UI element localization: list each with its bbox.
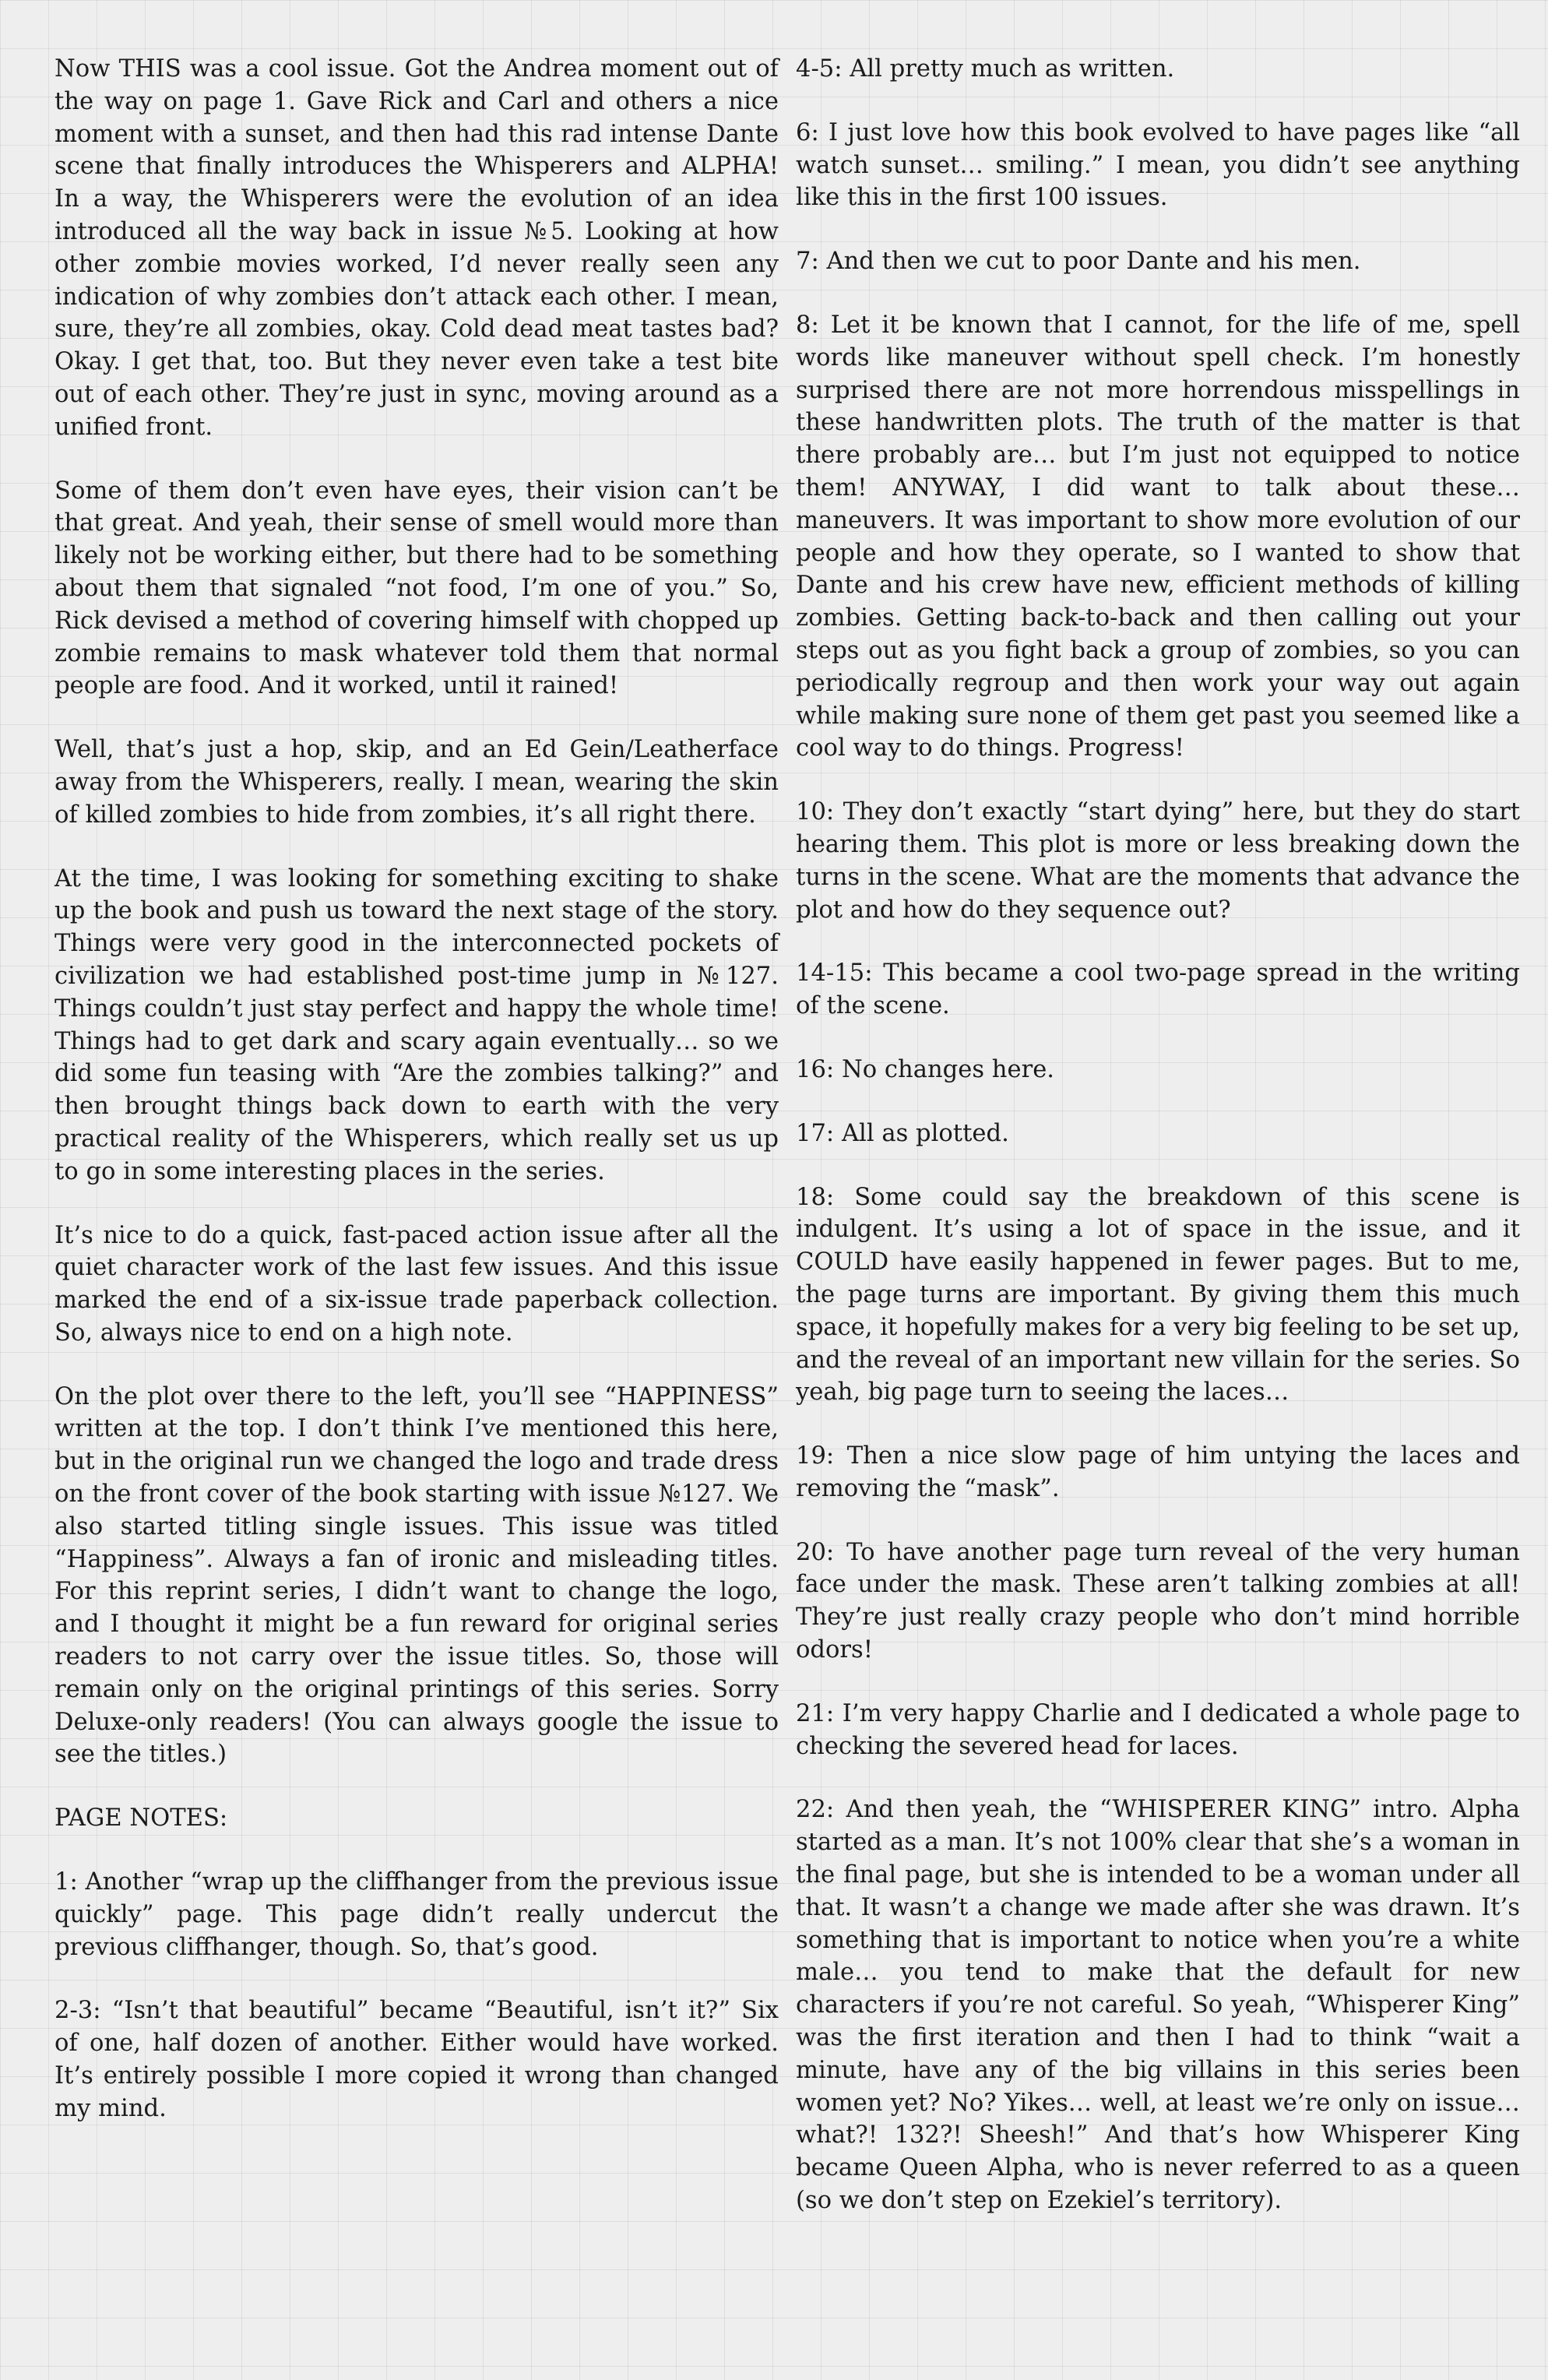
page-note-21: 21: I’m very happy Charlie and I dedicated a whole page to checking the severed head for laces. [796,1699,1520,1760]
page-notes-heading: PAGE NOTES: [55,1804,228,1833]
page-note-6: 6: I just love how this book evolved to have pages like “all watch sunset… smiling.” I mean, you didn’t see anything like this in the first 100 issues. [796,118,1520,212]
essay-paragraph-5: It’s nice to do a quick, fast-paced action issue after all the quiet character work of the last few issues. And this issue marked the end of a six-issue trade paperback collection. So, always nice to end on a high note. [55,1221,779,1347]
page-note-2-3: 2-3: “Isn’t that beautiful” became “Beautiful, isn’t it?” Six of one, half dozen of another. Either would have worked. It’s entirely possible I more copied it wrong than changed my mind. [55,1997,779,2122]
essay-paragraph-2: Some of them don’t even have eyes, their vision can’t be that great. And yeah, their sense of smell would more than likely not be working either, but there had to be something about them that signaled “not food, I’m one of you.” So, Rick devised a method of covering himself with chopped up zombie remains to mask whatever told them that normal people are food. And it worked, until it rained! [55,477,779,700]
page-note-10: 10: They don’t exactly “start dying” here, but they do start hearing them. This plot is more or less breaking down the turns in the scene. What are the moments that advance the plot and how do they sequence out? [796,798,1520,924]
page-note-20: 20: To have another page turn reveal of the very human face under the mask. These aren’t talking zombies at all! They’re just really crazy people who don’t mind horrible odors! [796,1538,1520,1664]
page-note-8: 8: Let it be known that I cannot, for the life of me, spell words like maneuver without spell check. I’m honestly surprised there are not more horrendous misspellings in these handwritten plots. The truth of the matter is that there probably are… but I’m just not equipped to notice them! ANYWAY, I did want to talk about these… maneuvers. It was important to show more evolution of our people and how they operate, so I wanted to show that Dante and his crew have new, efficient methods of killing zombies. Getting back-to-back and then calling out your steps out as you fight back a group of zombies, so you can periodically regroup and then work your way out again while making sure none of them get past you seemed like a cool way to do things. Progress! [796,311,1520,762]
right-column [796,53,1520,2248]
left-column [55,53,779,2156]
essay-paragraph-3: Well, that’s just a hop, skip, and an Ed Gein/Leatherface away from the Whisperers, really. I mean, wearing the skin of killed zombies to hide from zombies, it’s all right there. [55,736,779,829]
page-note-7: 7: And then we cut to poor Dante and his men. [796,248,1361,276]
essay-paragraph-1: Now THIS was a cool issue. Got the Andrea moment out of the way on page 1. Gave Rick and Carl and others a nice moment with a sunset, and then had this rad intense Dante scene that finally introduces the Whisperers and ALPHA! In a way, the Whisperers were the evolution of an idea introduced all the way back in issue №5. Looking at how other zombie movies worked, I’d never really seen any indication of why zombies don’t attack each other. I mean, sure, they’re all zombies, okay. Cold dead meat tastes bad? Okay. I get that, too. But they never even take a test bite out of each other. They’re just in sync, moving around as a unified front. [55,55,779,441]
page-note-17: 17: All as plotted. [796,1119,1009,1147]
page-note-1: 1: Another “wrap up the cliffhanger from the previous issue quickly” page. This page didn’t really undercut the previous cliffhanger, though. So, that’s good. [55,1868,779,1961]
page-note-18: 18: Some could say the breakdown of this scene is indulgent. It’s using a lot of space in the issue, and it COULD have easily happened in fewer pages. But to me, the page turns are important. By giving them this much space, it hopefully makes for a very big feeling to be set up, and the reveal of an important new villain for the series. So yeah, big page turn to seeing the laces… [796,1183,1520,1407]
essay-paragraph-6: On the plot over there to the left, you’ll see “HAPPINESS” written at the top. I don’t think I’ve mentioned this here, but in the original run we changed the logo and trade dress on the front cover of the book starting with issue №127. We also started titling single issues. This issue was titled “Happiness”. Always a fan of ironic and misleading titles. For this reprint series, I didn’t want to change the logo, and I thought it might be a fun reward for original series readers to not carry over the issue titles. So, those will remain only on the original printings of this series. Sorry Deluxe-only readers! (You can always google the issue to see the titles.) [55,1382,779,1769]
page-note-14-15: 14-15: This became a cool two-page spread in the writing of the scene. [796,959,1520,1020]
page-note-4-5: 4-5: All pretty much as written. [796,55,1175,83]
page-note-19: 19: Then a nice slow page of him untying the laces and removing the “mask”. [796,1442,1520,1502]
page-note-22: 22: And then yeah, the “WHISPERER KING” intro. Alpha started as a man. It’s not 100% clear that she’s a woman in the final page, but she is intended to be a woman under all that. It wasn’t a change we made after she was drawn. It’s something that is important to notice when you’re a white male… you tend to make that the default for new characters if you’re not careful. So yeah, “Whisperer King” was the first iteration and then I had to think “wait a minute, have any of the big villains in this series been women yet? No? Yikes… well, at least we’re only on issue… what?! 132?! Sheesh!” And that’s how Whisperer King became Queen Alpha, who is never referred to as a queen (so we don’t step on Ezekiel’s territory). [796,1796,1520,2215]
essay-paragraph-4: At the time, I was looking for something exciting to shake up the book and push us toward the next stage of the story. Things were very good in the interconnected pockets of civilization we had established post-time jump in №127. Things couldn’t just stay perfect and happy the whole time! Things had to get dark and scary again eventually… so we did some fun teasing with “Are the zombies talking?” and then brought things back down to earth with the very practical reality of the Whisperers, which really set us up to go in some interesting places in the series. [55,864,779,1185]
page-note-16: 16: No changes here. [796,1055,1055,1083]
